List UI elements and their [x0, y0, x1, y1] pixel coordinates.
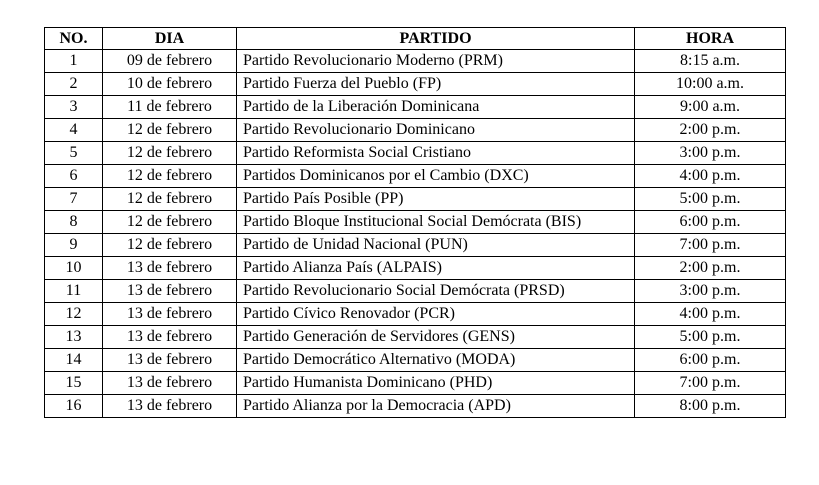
- cell-no: 8: [45, 211, 103, 234]
- table-row: [45, 234, 786, 257]
- table-row: [45, 96, 786, 119]
- cell-hora: 2:00 p.m.: [635, 257, 786, 280]
- cell-no: 7: [45, 188, 103, 211]
- cell-partido: Partido de la Liberación Dominicana: [237, 96, 635, 119]
- cell-no: 2: [45, 73, 103, 96]
- table-row: [45, 165, 786, 188]
- cell-partido: Partido de Unidad Nacional (PUN): [237, 234, 635, 257]
- cell-hora: 6:00 p.m.: [635, 211, 786, 234]
- schedule-table: [44, 27, 786, 418]
- table-body: [45, 50, 786, 418]
- cell-dia: 12 de febrero: [103, 211, 237, 234]
- cell-hora: 3:00 p.m.: [635, 142, 786, 165]
- cell-hora: 3:00 p.m.: [635, 280, 786, 303]
- cell-partido: Partido Alianza por la Democracia (APD): [237, 395, 635, 418]
- table-row: [45, 142, 786, 165]
- cell-partido: Partido País Posible (PP): [237, 188, 635, 211]
- header-no: NO.: [45, 28, 103, 50]
- cell-partido: Partido Humanista Dominicano (PHD): [237, 372, 635, 395]
- table-row: [45, 188, 786, 211]
- cell-dia: 10 de febrero: [103, 73, 237, 96]
- cell-partido: Partido Generación de Servidores (GENS): [237, 326, 635, 349]
- table-row: [45, 280, 786, 303]
- cell-dia: 12 de febrero: [103, 165, 237, 188]
- table-row: [45, 257, 786, 280]
- cell-dia: 11 de febrero: [103, 96, 237, 119]
- cell-hora: 7:00 p.m.: [635, 372, 786, 395]
- cell-no: 13: [45, 326, 103, 349]
- table-row: [45, 119, 786, 142]
- table-row: [45, 73, 786, 96]
- cell-hora: 4:00 p.m.: [635, 303, 786, 326]
- cell-partido: Partido Revolucionario Social Demócrata (PRSD): [237, 280, 635, 303]
- cell-dia: 13 de febrero: [103, 372, 237, 395]
- header-partido: PARTIDO: [237, 28, 635, 50]
- cell-no: 14: [45, 349, 103, 372]
- cell-hora: 9:00 a.m.: [635, 96, 786, 119]
- cell-no: 12: [45, 303, 103, 326]
- cell-hora: 10:00 a.m.: [635, 73, 786, 96]
- table-row: [45, 50, 786, 73]
- cell-hora: 7:00 p.m.: [635, 234, 786, 257]
- cell-dia: 13 de febrero: [103, 280, 237, 303]
- table-row: [45, 211, 786, 234]
- table-row: [45, 326, 786, 349]
- cell-no: 4: [45, 119, 103, 142]
- cell-no: 16: [45, 395, 103, 418]
- cell-partido: Partido Alianza País (ALPAIS): [237, 257, 635, 280]
- header-dia: DIA: [103, 28, 237, 50]
- table-row: [45, 395, 786, 418]
- cell-no: 15: [45, 372, 103, 395]
- cell-no: 3: [45, 96, 103, 119]
- cell-dia: 13 de febrero: [103, 349, 237, 372]
- cell-partido: Partido Democrático Alternativo (MODA): [237, 349, 635, 372]
- cell-dia: 13 de febrero: [103, 326, 237, 349]
- table-row: [45, 303, 786, 326]
- cell-hora: 6:00 p.m.: [635, 349, 786, 372]
- cell-partido: Partidos Dominicanos por el Cambio (DXC): [237, 165, 635, 188]
- cell-no: 1: [45, 50, 103, 73]
- cell-no: 10: [45, 257, 103, 280]
- cell-dia: 13 de febrero: [103, 395, 237, 418]
- cell-partido: Partido Revolucionario Moderno (PRM): [237, 50, 635, 73]
- cell-hora: 5:00 p.m.: [635, 188, 786, 211]
- cell-dia: 09 de febrero: [103, 50, 237, 73]
- cell-partido: Partido Bloque Institucional Social Demócrata (BIS): [237, 211, 635, 234]
- cell-dia: 12 de febrero: [103, 188, 237, 211]
- cell-partido: Partido Cívico Renovador (PCR): [237, 303, 635, 326]
- cell-hora: 5:00 p.m.: [635, 326, 786, 349]
- cell-no: 11: [45, 280, 103, 303]
- cell-no: 9: [45, 234, 103, 257]
- cell-hora: 8:15 a.m.: [635, 50, 786, 73]
- cell-no: 6: [45, 165, 103, 188]
- header-row: [45, 28, 786, 50]
- cell-no: 5: [45, 142, 103, 165]
- cell-dia: 12 de febrero: [103, 234, 237, 257]
- cell-dia: 12 de febrero: [103, 119, 237, 142]
- header-hora: HORA: [635, 28, 786, 50]
- cell-hora: 2:00 p.m.: [635, 119, 786, 142]
- cell-partido: Partido Reformista Social Cristiano: [237, 142, 635, 165]
- table-row: [45, 349, 786, 372]
- cell-hora: 8:00 p.m.: [635, 395, 786, 418]
- cell-dia: 12 de febrero: [103, 142, 237, 165]
- cell-hora: 4:00 p.m.: [635, 165, 786, 188]
- cell-dia: 13 de febrero: [103, 303, 237, 326]
- cell-dia: 13 de febrero: [103, 257, 237, 280]
- table-row: [45, 372, 786, 395]
- cell-partido: Partido Fuerza del Pueblo (FP): [237, 73, 635, 96]
- cell-partido: Partido Revolucionario Dominicano: [237, 119, 635, 142]
